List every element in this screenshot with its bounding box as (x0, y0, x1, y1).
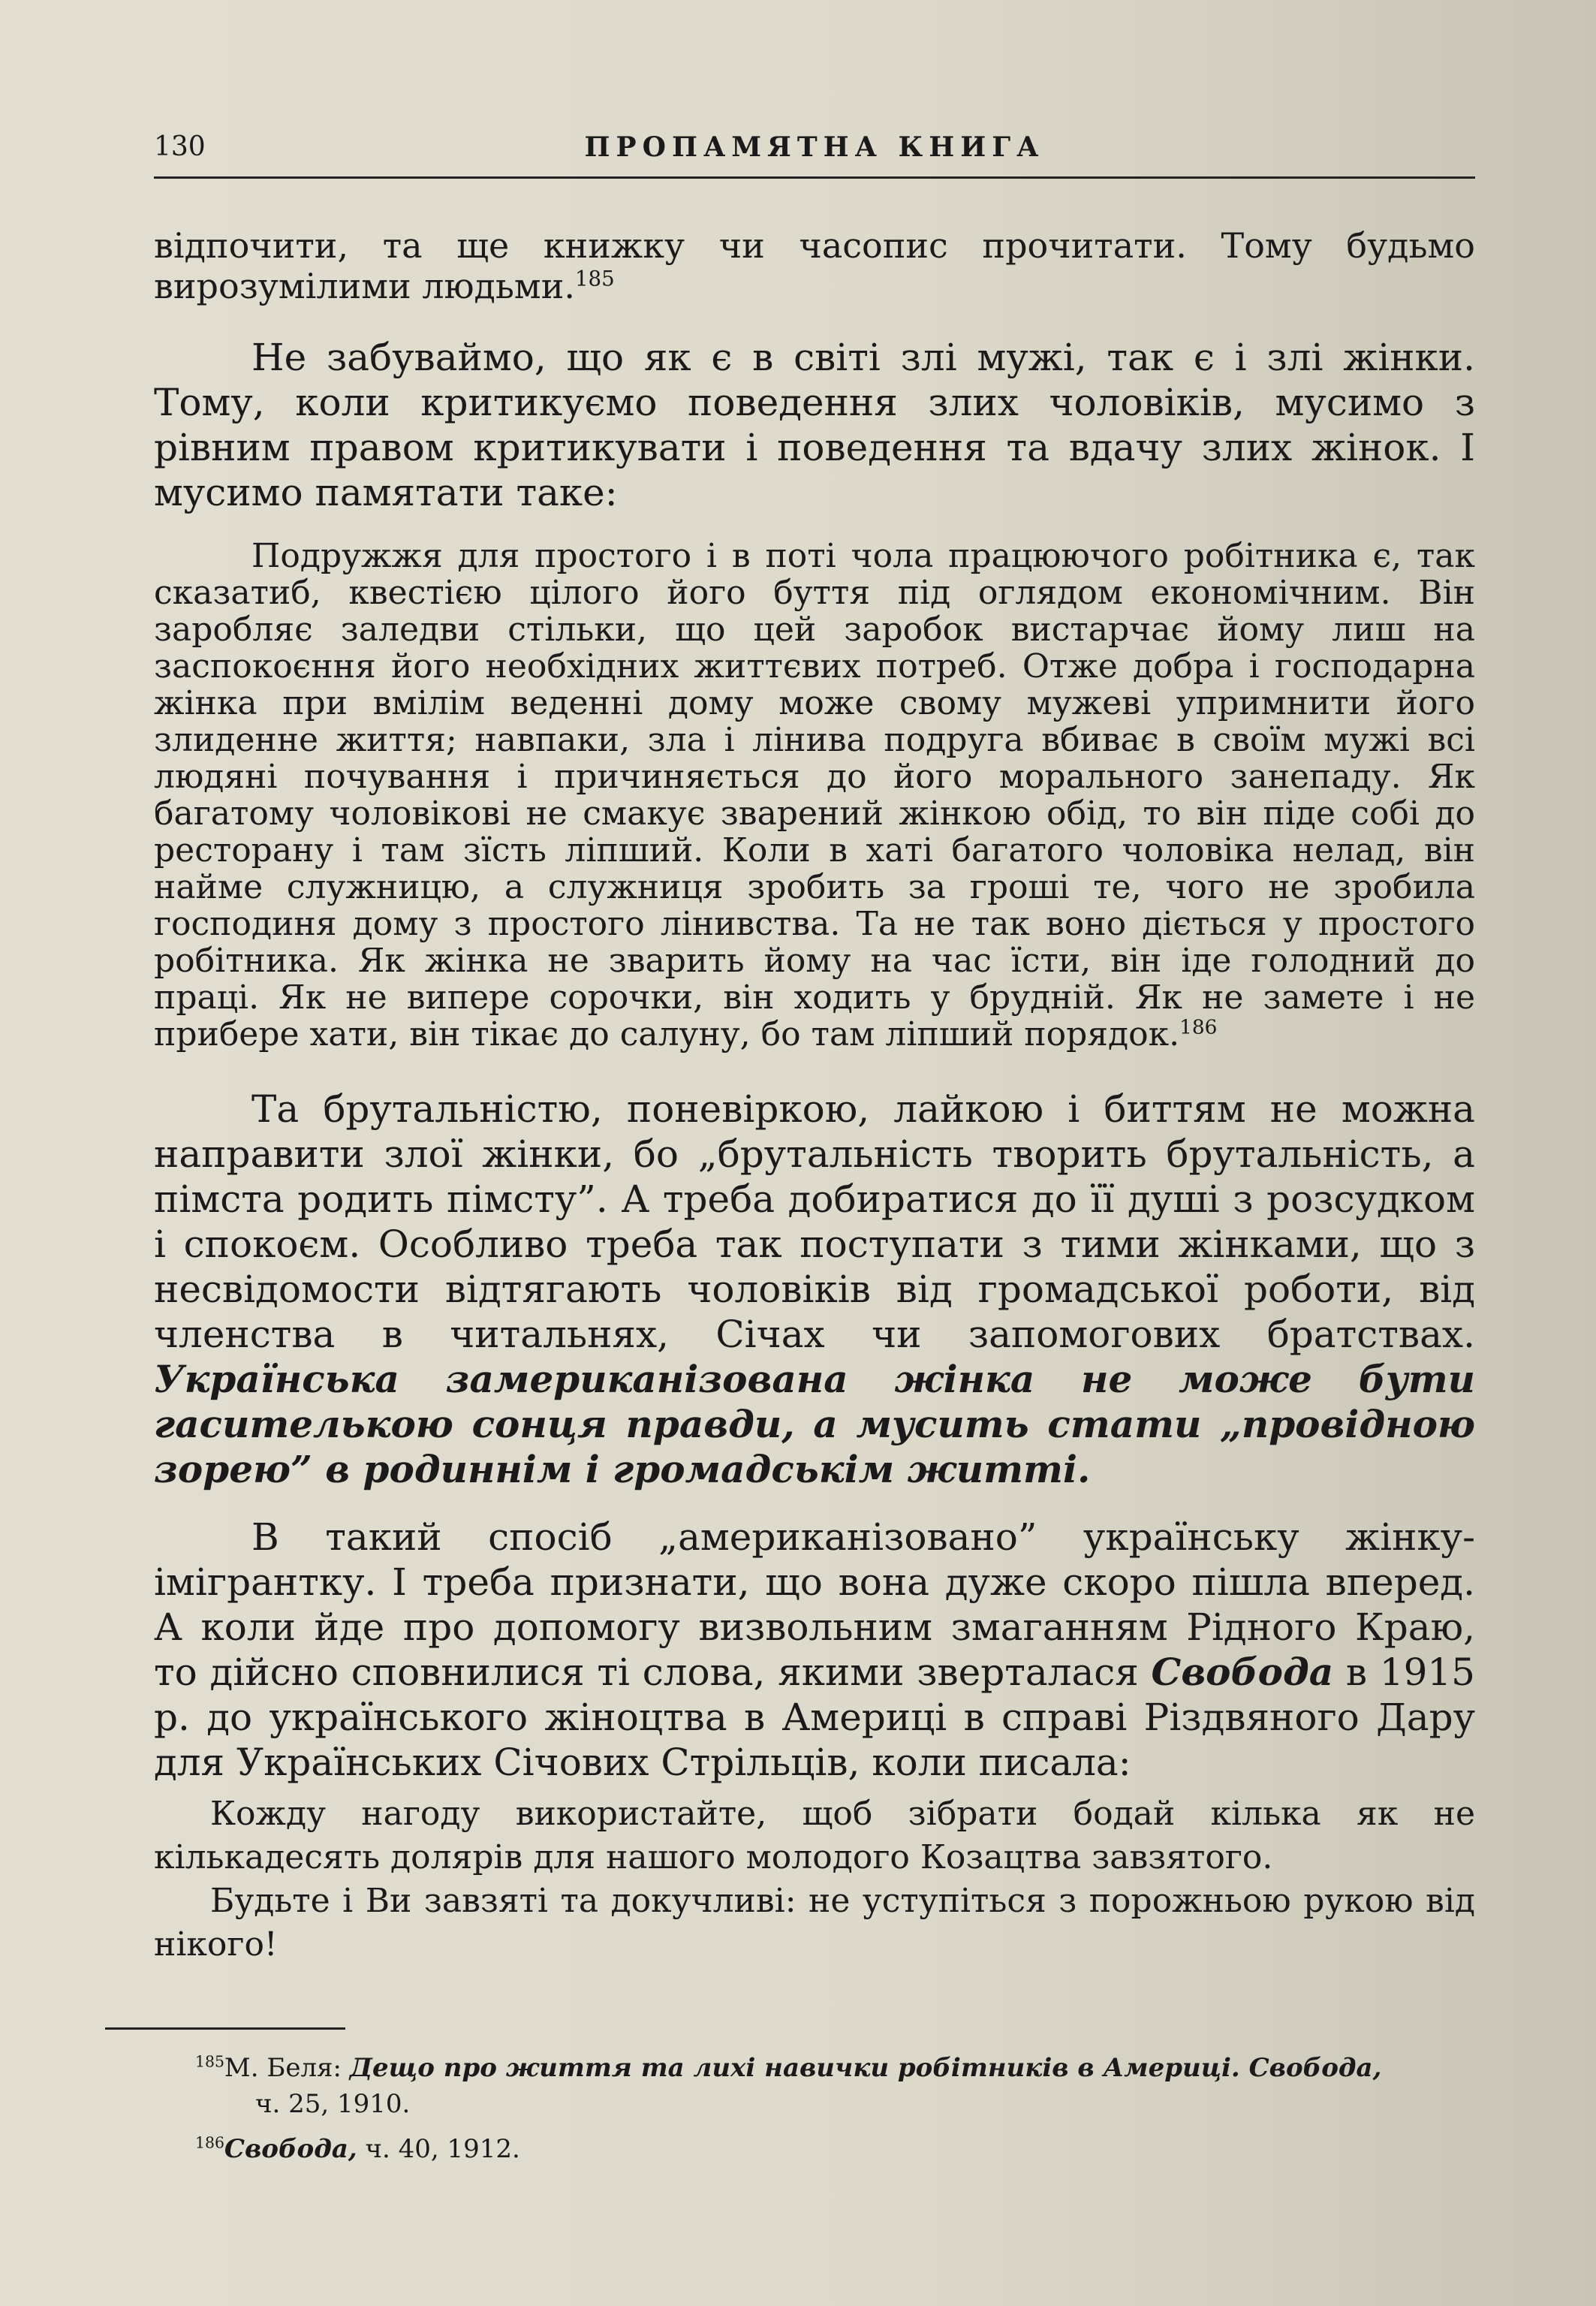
footnote-ref: 186 (1179, 1015, 1218, 1039)
footnote-details: ч. 25, 1910. (255, 2089, 411, 2119)
page-header (154, 131, 1475, 179)
paragraph (154, 1515, 1475, 1785)
quote-text: Подружжя для простого і в поті чола працюючого робітника є, так сказатиб, квестією цілого його буття під оглядом економічним. Він заробляє заледви стільки, що цей заробок вистарчає йому лиш на заспокоєння його необхідних життєвих потреб. Отже добра і господарна жінка при вмілім веденні дому може свому мужеві упримнити його злиденне життя; навпаки, зла і лінива подруга вбиває в своїм мужі всі людяні почування і причиняється до його морального занепаду. Як багатому чоловікові не смакує зварений жінкою обід, то він піде собі до ресторану і там зїсть ліпший. Коли в хаті багатого чоловіка нелад, він найме служницю, а служниця зробить за гроші те, чого не зробила господиня дому з простого лінивства. Та не так воно діється у простого робітника. Як жінка не зварить йому на час їсти, він іде голодний до праці. Як не випере сорочки, він ходить у брудній. Як не замете і не прибере хати, він тікає до салуну, бо там ліпший порядок. (154, 537, 1475, 1054)
main-text (154, 225, 1475, 1967)
quoted-appeal: Будьте і Ви завзяті та докучливі: не уступіться з порожньою рукою від нікого! (154, 1882, 1475, 1964)
quoted-appeal: Кожду нагоду використайте, щоб зібрати бодай кілька як не кількадесять долярів для нашого молодого Козацтва завзятого. (154, 1795, 1475, 1876)
emphasized-text: Українська замериканізована жінка не може бути гасителькою сонця правди, а мусить стати „провідною зорею” в родиннім і громадськім житті. (154, 1357, 1475, 1491)
footnotes (195, 2050, 1441, 2176)
paragraph-text: В такий спосіб „американізовано” українську жінку-імігрантку. І треба признати, що вона дуже скоро пішла вперед. А коли йде про допомогу визвольним змаганням Рідного Краю, то дійсно сповнилися ті слова, якими зверталася (154, 1515, 1475, 1694)
footnote-ref: 185 (574, 266, 615, 291)
paragraph-text: Та брутальністю, поневіркою, лайкою і биттям не можна направити злої жінки, бо „брутальність творить брутальність, а пімста родить пімсту”. А треба добиратися до її душі з розсудком і спокоєм. Особливо треба так поступати з тими жінками, що з несвідомости відтягають чоловіків від громадської роботи, від членства в читальнях, Січах чи запомогових братствах. (154, 1087, 1475, 1356)
paragraph: Не забуваймо, що як є в світі злі мужі, так є і злі жінки. Тому, коли критикуємо поведення злих чоловіків, мусимо з рівним правом критикувати і поведення та вдачу злих жінок. І мусимо памятати таке: (154, 336, 1475, 514)
newspaper-title: Свобода (1151, 1650, 1334, 1694)
footnote-details: ч. 40, 1912. (357, 2134, 520, 2164)
footnote-author: М. Беля: (224, 2053, 350, 2083)
footnote (195, 2131, 1441, 2167)
paragraph-text: в 1915 р. до українського жіноцтва в Америці в справі Різдвяного Дару для Українських Січових Стрільців, коли писала: (154, 1650, 1475, 1784)
footnote-number: 186 (195, 2133, 224, 2152)
footnote (195, 2050, 1441, 2122)
block-quote (154, 538, 1475, 1053)
paragraph-continuation (154, 225, 1475, 306)
footnote-title: Свобода, (224, 2134, 357, 2164)
page-number: 130 (154, 131, 206, 162)
running-title: ПРОПАМЯТНА КНИГА (584, 131, 1045, 163)
footnote-divider (105, 2027, 345, 2030)
paragraph (154, 1087, 1475, 1492)
footnote-number: 185 (195, 2052, 224, 2071)
footnote-title: Дещо про життя та лихі навички робітників в Америці. Свобода, (349, 2053, 1382, 2083)
paragraph-text: відпочити, та ще книжку чи часопис прочитати. Тому будьмо вирозумілими людьми. (154, 225, 1475, 306)
